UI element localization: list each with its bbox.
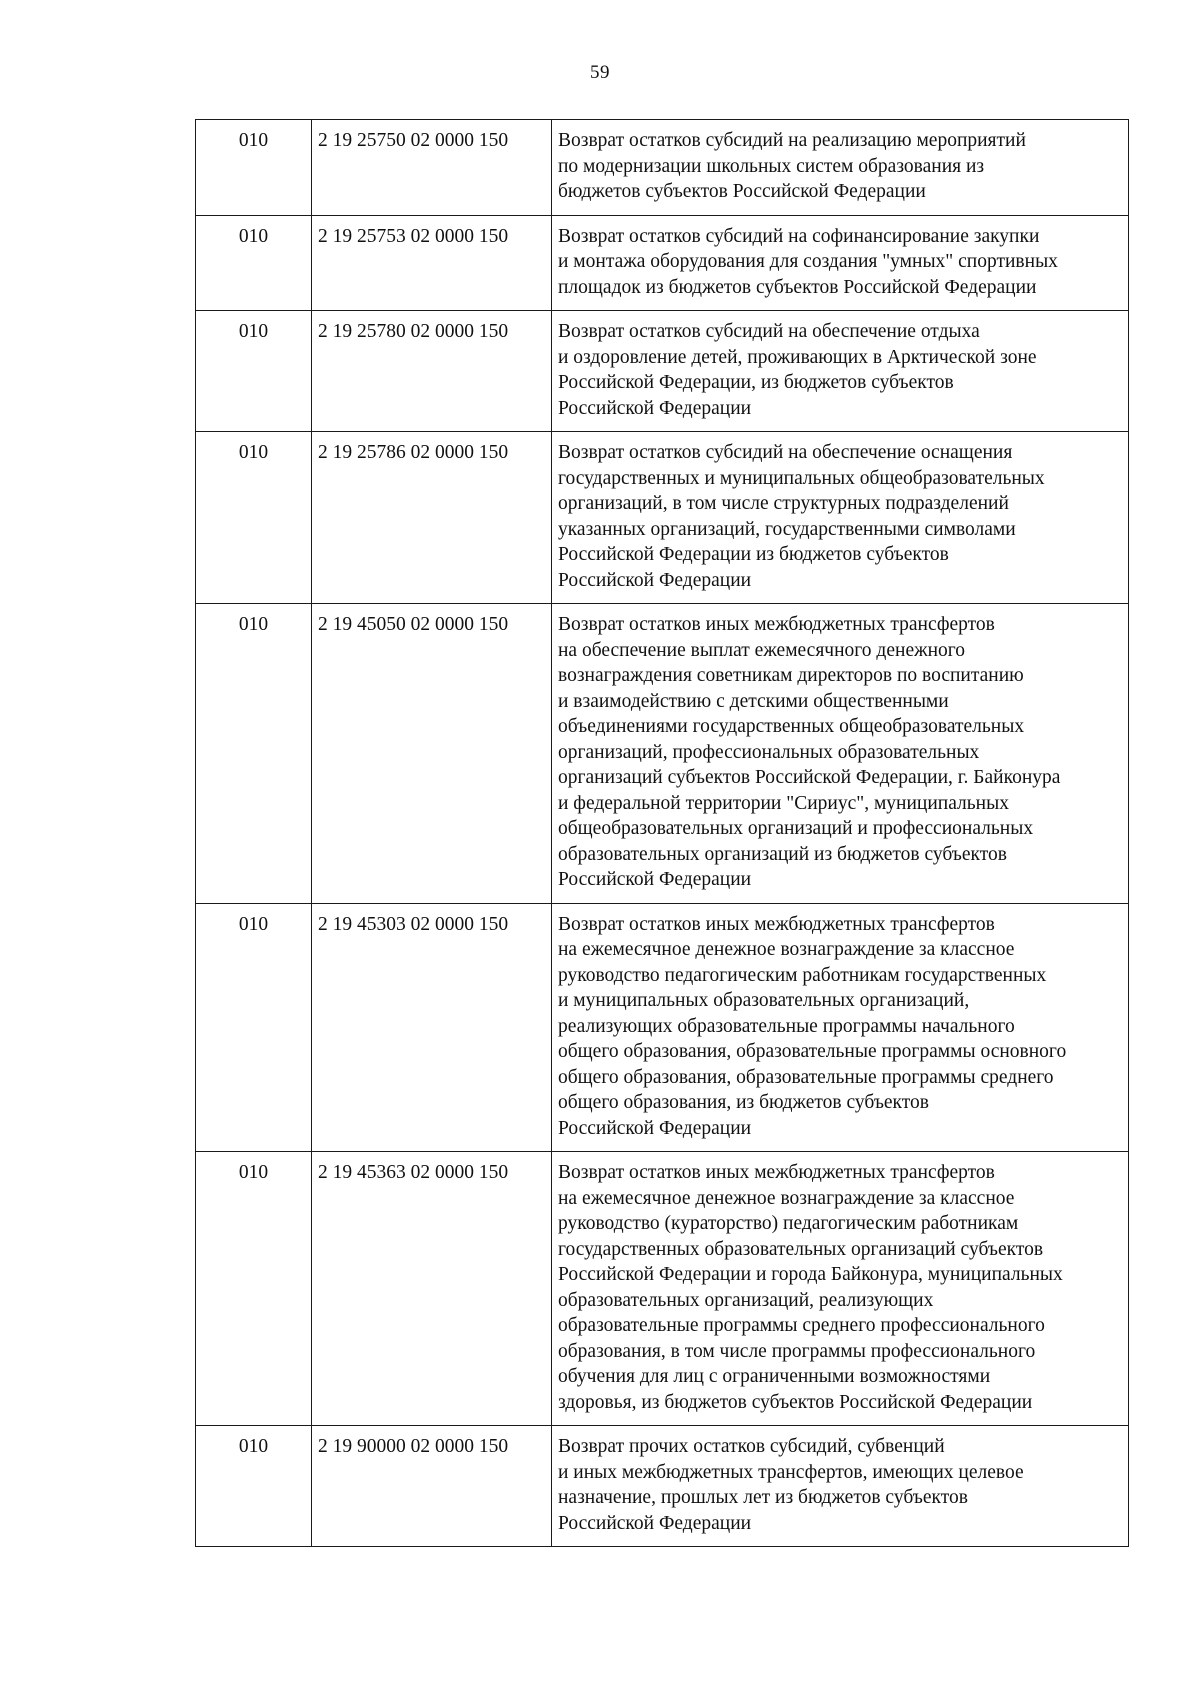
table-row [196,215,1129,311]
description-line: Российской Федерации [558,869,752,890]
description-line: Российской Федерации [558,569,752,591]
description-line: государственных и муниципальных общеобразовательных [558,467,1045,489]
description-cell [552,1426,1129,1547]
description-line: на обеспечение выплат ежемесячного денежного [558,639,966,661]
description-line: Возврат остатков субсидий на обеспечение оснащения [558,442,1013,463]
description-line: реализующих образовательные программы начального [558,1015,1015,1037]
description-line: образования, в том числе программы профессионального [558,1340,1036,1362]
admin-code-cell: 010 [196,311,312,432]
description-line: на ежемесячное денежное вознаграждение за классное [558,1187,1015,1209]
description-cell [552,311,1129,432]
budget-code-cell: 2 19 25753 02 0000 150 [312,215,552,311]
description-line: на ежемесячное денежное вознаграждение за классное [558,939,1015,960]
description-cell [552,215,1129,311]
budget-code-cell: 2 19 25780 02 0000 150 [312,311,552,432]
description-line: Возврат прочих остатков субсидий, субвенций [558,1436,945,1457]
description-line: Российской Федерации [558,1512,752,1534]
description-line: вознаграждения советникам директоров по воспитанию [558,665,1024,686]
description-line: Возврат остатков иных межбюджетных трансфертов [558,614,995,635]
budget-code-cell: 2 19 25786 02 0000 150 [312,432,552,604]
table-row [196,432,1129,604]
description-line: общего образования, образовательные программы основного [558,1041,1067,1062]
description-line: общеобразовательных организаций и профессиональных [558,818,1034,839]
description-line: Возврат остатков субсидий на реализацию мероприятий [558,130,1026,151]
description-line: и оздоровление детей, проживающих в Арктической зоне [558,346,1037,368]
budget-code-cell: 2 19 45363 02 0000 150 [312,1152,552,1426]
description-line: общего образования, из бюджетов субъектов [558,1092,929,1113]
page-number: 59 [590,62,610,83]
description-line: Российской Федерации из бюджетов субъектов [558,544,949,565]
table-body [196,120,1129,1547]
admin-code-cell: 010 [196,215,312,311]
description-line: обучения для лиц с ограниченными возможностями [558,1366,991,1387]
description-line: Возврат остатков субсидий на обеспечение отдыха [558,321,980,342]
table-row [196,1152,1129,1426]
budget-code-cell: 2 19 45303 02 0000 150 [312,903,552,1152]
description-line: Российской Федерации [558,397,752,419]
admin-code-cell: 010 [196,432,312,604]
admin-code-cell: 010 [196,604,312,904]
admin-code-cell: 010 [196,1152,312,1426]
admin-code-cell: 010 [196,903,312,1152]
description-line: и иных межбюджетных трансфертов, имеющих целевое [558,1461,1024,1483]
description-line: организаций субъектов Российской Федерации, г. Байконура [558,767,1061,788]
description-line: образовательные программы среднего профессионального [558,1315,1045,1336]
table-row [196,1426,1129,1547]
budget-codes-table [195,119,1129,1547]
description-cell [552,120,1129,216]
description-line: и взаимодействию с детскими общественными [558,690,949,712]
description-line: образовательных организаций, реализующих [558,1289,934,1311]
description-cell [552,432,1129,604]
table-row [196,120,1129,216]
description-line: Возврат остатков иных межбюджетных трансфертов [558,913,995,935]
description-line: и муниципальных образовательных организаций, [558,990,970,1011]
description-line: площадок из бюджетов субъектов Российской Федерации [558,276,1037,298]
description-line: по модернизации школьных систем образования из [558,155,985,177]
table-row [196,604,1129,904]
description-cell [552,1152,1129,1426]
admin-code-cell: 010 [196,1426,312,1547]
description-line: руководство (кураторство) педагогическим работникам [558,1213,1019,1234]
budget-code-cell: 2 19 45050 02 0000 150 [312,604,552,904]
description-line: организаций, профессиональных образовательных [558,741,980,763]
description-line: Российской Федерации и города Байконура, муниципальных [558,1264,1063,1285]
description-line: и монтажа оборудования для создания "умных" спортивных [558,251,1058,272]
description-line: указанных организаций, государственными символами [558,518,1016,540]
description-line: руководство педагогическим работникам государственных [558,964,1047,986]
budget-code-cell: 2 19 25750 02 0000 150 [312,120,552,216]
description-line: Возврат остатков иных межбюджетных трансфертов [558,1162,995,1183]
description-line: Российской Федерации [558,1117,752,1139]
description-line: Российской Федерации, из бюджетов субъектов [558,372,954,393]
description-line: и федеральной территории "Сириус", муниципальных [558,792,1009,814]
admin-code-cell: 010 [196,120,312,216]
description-line: Возврат остатков субсидий на софинансирование закупки [558,225,1040,247]
budget-code-cell: 2 19 90000 02 0000 150 [312,1426,552,1547]
description-line: государственных образовательных организаций субъектов [558,1238,1044,1260]
description-line: назначение, прошлых лет из бюджетов субъектов [558,1487,968,1508]
description-cell [552,903,1129,1152]
description-line: общего образования, образовательные программы среднего [558,1066,1054,1088]
table-row [196,903,1129,1152]
description-line: объединениями государственных общеобразовательных [558,716,1025,737]
description-cell [552,604,1129,904]
description-line: организаций, в том числе структурных подразделений [558,493,1009,514]
description-line: бюджетов субъектов Российской Федерации [558,181,926,202]
description-line: образовательных организаций из бюджетов субъектов [558,843,1007,865]
description-line: здоровья, из бюджетов субъектов Российской Федерации [558,1391,1033,1413]
table-row [196,311,1129,432]
